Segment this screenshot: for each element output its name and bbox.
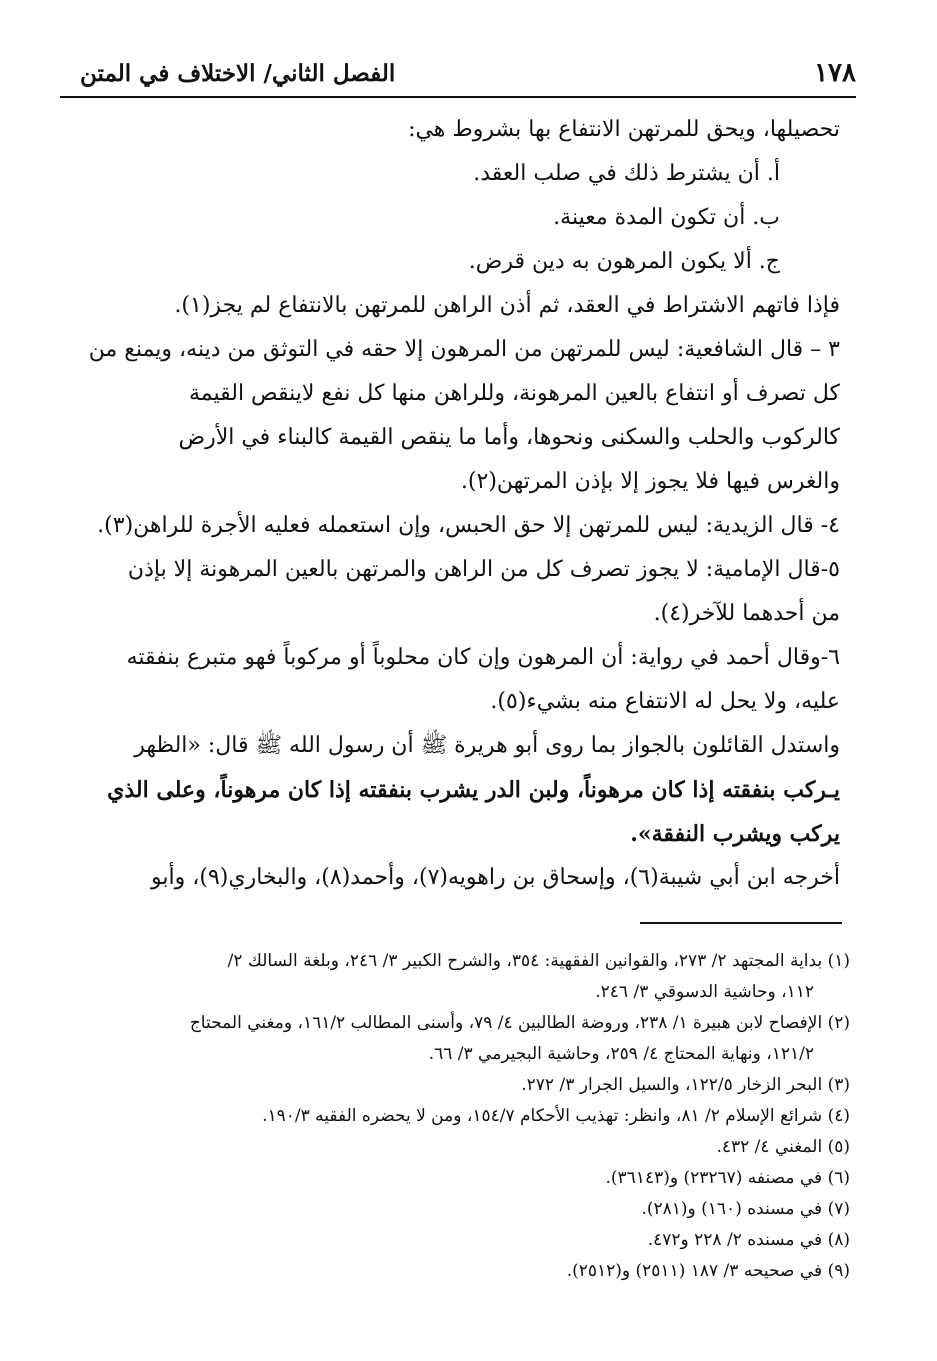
intro-line: تحصيلها، ويحق للمرتهن الانتفاع بها بشروط هي: [408,117,840,142]
hadith-line-3: يركب ويشرب النفقة». [630,821,840,847]
hadith-line-1: واستدل القائلون بالجواز بما روى أبو هريرة ﷺ أن رسول الله ﷺ قال: «الظهر [134,733,840,758]
footnote-1-line-2: ١١٢، وحاشية الدسوقي ٣/ ٢٤٦. [595,982,814,1002]
paragraph-4: ٤- قال الزيدية: ليس للمرتهن إلا حق الحبس، وإن استعمله فعليه الأجرة للراهن(٣). [97,513,840,538]
paragraph-3-line-2: كل تصرف أو انتفاع بالعين المرهونة، وللراهن منها كل نفع لاينقص القيمة [188,381,840,406]
footnote-7: (٧) في مسنده (١٦٠) و(٢٨١). [641,1199,850,1219]
paragraph-5-line-1: ٥-قال الإمامية: لا يجوز تصرف كل من الراهن والمرتهن بالعين المرهونة إلا بإذن [127,557,840,582]
footnotes [70,946,850,1287]
footnote-9: (٩) في صحيحه ٣/ ١٨٧ (٢٥١١) و(٢٥١٢). [566,1261,850,1281]
condition-c: ج. ألا يكون المرهون به دين قرض. [468,249,780,274]
page-header [60,52,856,98]
condition-b: ب. أن تكون المدة معينة. [553,205,780,230]
paragraph-3-line-1: ٣ – قال الشافعية: ليس للمرتهن من المرهون إلا حقه في التوثق من دينه، ويمنع من [88,337,840,362]
paragraph-6-line-2: عليه، ولا يحل له الانتفاع منه بشيء(٥). [490,689,840,714]
footnote-8: (٨) في مسنده ٢/ ٢٢٨ و٤٧٢. [647,1230,850,1250]
footnote-5: (٥) المغني ٤/ ٤٣٢. [716,1137,850,1157]
footnote-4: (٤) شرائع الإسلام ٢/ ٨١، وانظر: تهذيب الأحكام ١٥٤/٧، ومن لا يحضره الفقيه ١٩٠/٣. [262,1106,850,1126]
condition-note: فإذا فاتهم الاشتراط في العقد، ثم أذن الراهن للمرتهن بالانتفاع لم يجز(١). [174,293,840,318]
footnote-3: (٣) البحر الزخار ١٢٢/٥، والسيل الجرار ٣/ ٢٧٢. [521,1075,850,1095]
header-rule [60,96,856,98]
running-title: الفصل الثاني/ الاختلاف في المتن [80,60,396,87]
condition-a: أ. أن يشترط ذلك في صلب العقد. [473,161,780,186]
paragraph-5-line-2: من أحدهما للآخر(٤). [653,601,840,626]
footnote-2-line-1: (٢) الإفصاح لابن هبيرة ١/ ٢٣٨، وروضة الطالبين ٤/ ٧٩، وأسنى المطالب ١٦١/٢، ومغني المحتاج [189,1013,850,1033]
footnote-6: (٦) في مصنفه (٢٣٢٦٧) و(٣٦١٤٣). [605,1168,850,1188]
paragraph-3-line-4: والغرس فيها فلا يجوز إلا بإذن المرتهن(٢). [460,469,840,494]
footnote-2-line-2: ١٢١/٢، ونهاية المحتاج ٤/ ٢٥٩، وحاشية البجيرمي ٣/ ٦٦. [428,1044,814,1064]
footnote-1-line-1: (١) بداية المجتهد ٢/ ٢٧٣، والقوانين الفقهية: ٣٥٤، والشرح الكبير ٣/ ٢٤٦، وبلغة السالك ٢/ [227,951,850,971]
takhrij-line: أخرجه ابن أبي شيبة(٦)، وإسحاق بن راهويه(٧)، وأحمد(٨)، والبخاري(٩)، وأبو [151,865,840,890]
footnote-separator [640,922,842,924]
paragraph-3-line-3: كالركوب والحلب والسكنى ونحوها، وأما ما ينقص القيمة كالبناء في الأرض [178,425,840,450]
conditions-list [80,152,840,284]
paragraph-6-line-1: ٦-وقال أحمد في رواية: أن المرهون وإن كان محلوباً أو مركوباً فهو متبرع بنفقته [126,645,840,670]
main-text [80,108,840,900]
hadith-line-2: يـركب بنفقته إذا كان مرهوناً، ولبن الدر يشرب بنفقته إذا كان مرهوناً، وعلى الذي [107,777,840,803]
page-number: ١٧٨ [814,58,856,88]
